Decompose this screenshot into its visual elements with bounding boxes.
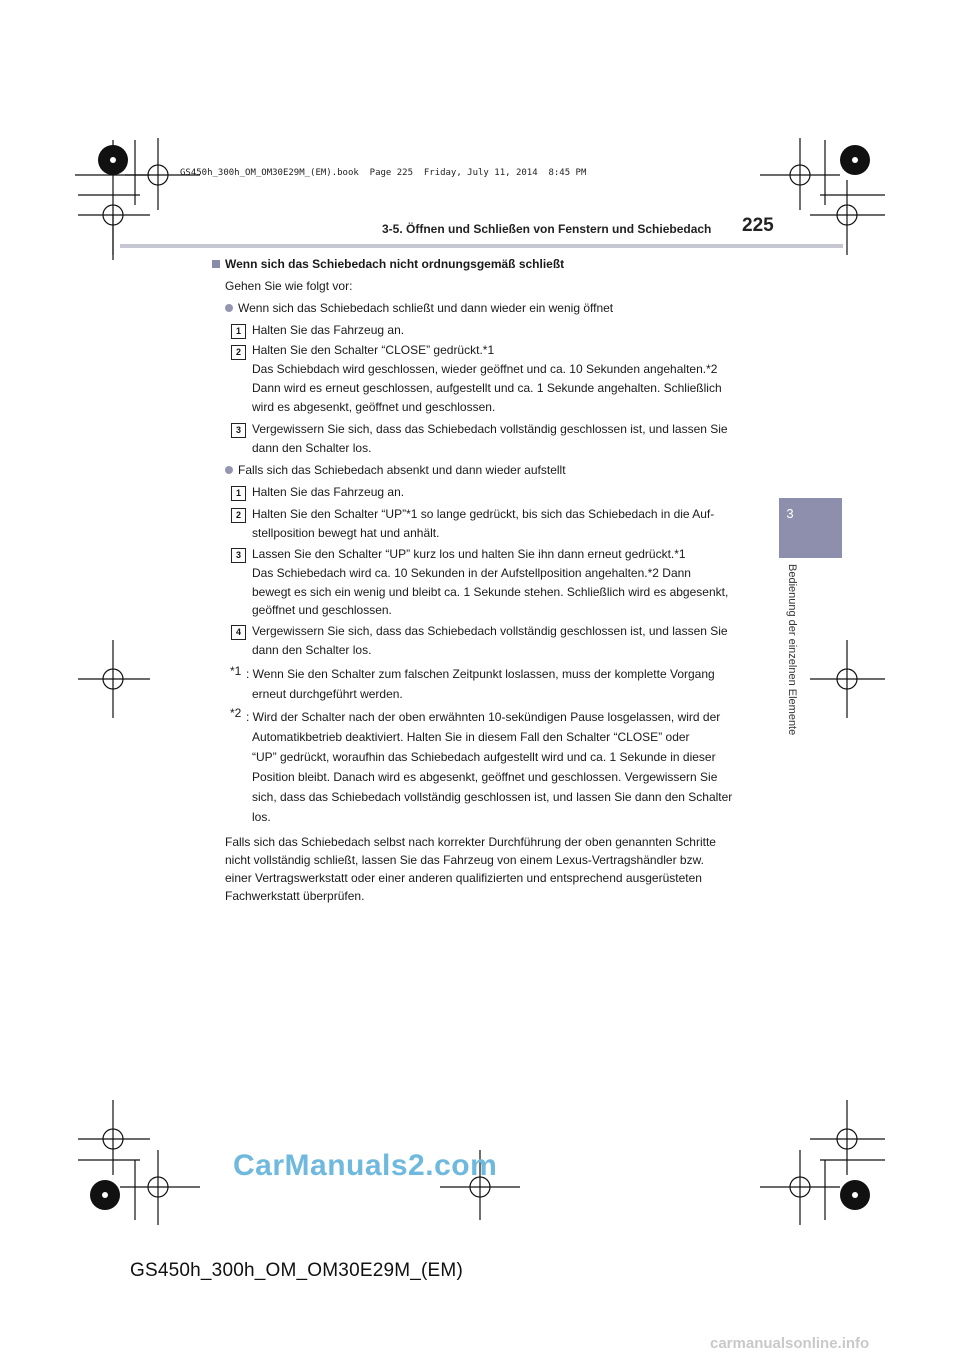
case2-step4-line: Vergewissern Sie sich, dass das Schiebedach vollständig geschlossen ist, und lassen Sie <box>252 624 728 638</box>
case2-step1-line: Halten Sie das Fahrzeug an. <box>252 485 405 499</box>
step-number-1: 1 <box>231 486 246 501</box>
case1-step2-line: Das Schiebdach wird geschlossen, wieder geöffnet und ca. 10 Sekunden angehalten.*2 <box>252 362 718 376</box>
dot-bullet-icon <box>225 304 233 312</box>
case2-step3-line: geöffnet und geschlossen. <box>252 603 392 617</box>
case2-step4-line: dann den Schalter los. <box>252 643 372 657</box>
chapter-number: 3 <box>786 506 794 521</box>
note-mark-2: *2 <box>230 706 242 720</box>
page-number: 225 <box>742 215 774 236</box>
case2-step3-line: bewegt es sich ein wenig und bleibt ca. 1 Sekunde stehen. Schließlich wird es abgesenkt, <box>252 585 729 599</box>
note2-line: Position bleibt. Danach wird es abgesenkt, geöffnet und geschlossen. Vergewissern Sie <box>252 770 718 784</box>
case2-step2-line: stellposition bewegt hat und anhält. <box>252 526 440 540</box>
header-rule <box>120 244 843 248</box>
step-number-3: 3 <box>231 548 246 563</box>
note2-line: Automatikbetrieb deaktiviert. Halten Sie in diesem Fall den Schalter “CLOSE” oder <box>252 730 690 744</box>
case1-step2-line: Dann wird es erneut geschlossen, aufgestellt und ca. 1 Sekunde angehalten. Schließlich <box>252 381 722 395</box>
step-number-3: 3 <box>231 423 246 438</box>
watermark-carmanualsonline: carmanualsonline.info <box>710 1335 870 1352</box>
closing-line: Fachwerkstatt überprüfen. <box>225 889 365 903</box>
watermark-carmanuals2: CarManuals2.com <box>233 1149 498 1182</box>
step-number-4: 4 <box>231 625 246 640</box>
section-title: 3-5. Öffnen und Schließen von Fenstern und Schiebedach <box>382 222 712 236</box>
case2-title: Falls sich das Schiebedach absenkt und dann wieder aufstellt <box>225 461 566 481</box>
step-number-2: 2 <box>231 508 246 523</box>
case1-step2-line: wird es abgesenkt, geöffnet und geschlossen. <box>252 400 496 414</box>
closing-line: nicht vollständig schließt, lassen Sie das Fahrzeug von einem Lexus-Vertragshändler bzw. <box>225 853 704 867</box>
note2-line: “UP” gedrückt, woraufhin das Schiebedach aufgestellt wird und ca. 1 Sekunde in dieser <box>252 750 716 764</box>
step-number-2: 2 <box>231 345 246 360</box>
case1-step2-line: Halten Sie den Schalter “CLOSE” gedrückt.*1 <box>252 343 495 357</box>
chapter-label <box>780 564 802 774</box>
case1-step3-line: Vergewissern Sie sich, dass das Schiebedach vollständig geschlossen ist, und lassen Sie <box>252 422 728 436</box>
book-info-line: GS450h_300h_OM_OM30E29M_(EM).book Page 225 Friday, July 11, 2014 8:45 PM <box>180 168 587 178</box>
note2-line: sich, dass das Schiebedach vollständig geschlossen ist, und lassen Sie dann den Schalter <box>252 790 733 804</box>
note2-line: : Wird der Schalter nach der oben erwähnten 10-sekündigen Pause losgelassen, wird der <box>246 710 721 724</box>
main-heading: Wenn sich das Schiebedach nicht ordnungsgemäß schließt <box>212 255 564 275</box>
closing-line: Falls sich das Schiebedach selbst nach korrekter Durchführung der oben genannten Schritte <box>225 835 716 849</box>
closing-line: einer Vertragswerkstatt oder einer anderen qualifizierten und entsprechend ausgerüsteten <box>225 871 702 885</box>
note-mark-1: *1 <box>230 664 242 678</box>
footer-code: GS450h_300h_OM_OM30E29M_(EM) <box>130 1260 463 1281</box>
note1-line: : Wenn Sie den Schalter zum falschen Zeitpunkt loslassen, muss der komplette Vorgang <box>246 667 715 681</box>
case2-step3-line: Das Schiebedach wird ca. 10 Sekunden in der Aufstellposition angehalten.*2 Dann <box>252 566 691 580</box>
dot-bullet-icon <box>225 466 233 474</box>
case1-title: Wenn sich das Schiebedach schließt und dann wieder ein wenig öffnet <box>225 299 613 319</box>
chapter-tab <box>779 498 842 558</box>
square-bullet-icon <box>212 260 220 268</box>
case1-step3-line: dann den Schalter los. <box>252 441 372 455</box>
chapter-label-text: Bedienung der einzelnen Elemente <box>786 564 798 736</box>
case2-step2-line: Halten Sie den Schalter “UP”*1 so lange gedrückt, bis sich das Schiebedach in die Auf- <box>252 507 715 521</box>
step-number-1: 1 <box>231 324 246 339</box>
note1-line: erneut durchgeführt werden. <box>252 687 403 701</box>
intro-text: Gehen Sie wie folgt vor: <box>225 279 353 293</box>
case2-step3-line: Lassen Sie den Schalter “UP” kurz los und halten Sie ihn dann erneut gedrückt.*1 <box>252 547 686 561</box>
case1-step1-line: Halten Sie das Fahrzeug an. <box>252 323 405 337</box>
note2-line: los. <box>252 810 271 824</box>
